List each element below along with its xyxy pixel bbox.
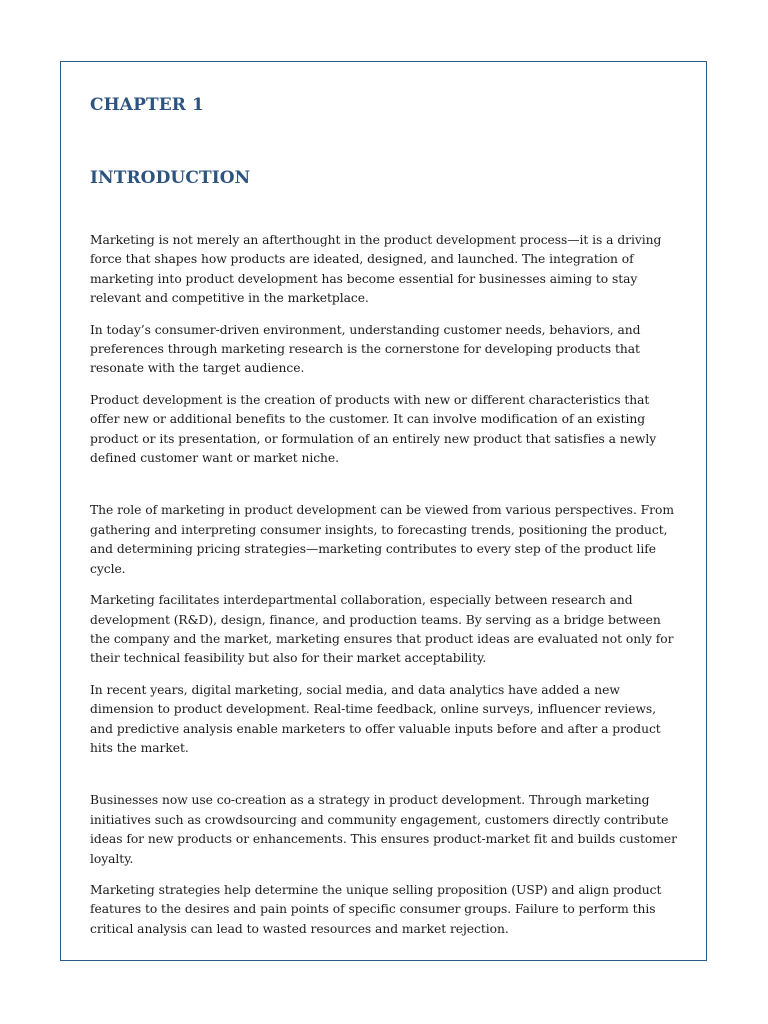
section-heading: INTRODUCTION xyxy=(90,168,251,188)
paragraph-7: Businesses now use co-creation as a strategy in product development. Through marketing initiatives such as crowdsourcing and community engagement, customers directly contribute ideas for new products or enhancements. This ensures product-market fit and builds customer loyalty. xyxy=(90,793,677,866)
paragraph-3: Product development is the creation of products with new or different characteristics that offer new or additional benefits to the customer. It can involve modification of an existing product or its presentation, or formulation of an entirely new product that satisfies a newly defined customer want or market niche. xyxy=(90,392,657,466)
paragraph-2: In today’s consumer-driven environment, understanding customer needs, behaviors, and preferences through marketing research is the cornerstone for developing products that resonate with the target audience. xyxy=(90,322,641,376)
paragraph-4: The role of marketing in product development can be viewed from various perspectives. From gathering and interpreting consumer insights, to forecasting trends, positioning the product, and determining pricing strategies—marketing contributes to every step of the product life cycle. xyxy=(90,503,674,576)
paragraph-6: In recent years, digital marketing, social media, and data analytics have added a new dimension to product development. Real-time feedback, online surveys, influencer reviews, and predictive analysis enable marketers to offer valuable inputs before and after a product hits the market. xyxy=(90,682,661,755)
document-content xyxy=(90,92,680,951)
paragraph-8: Marketing strategies help determine the unique selling proposition (USP) and align product features to the desires and pain points of specific consumer groups. Failure to perform this critical analysis can lead to wasted resources and market rejection. xyxy=(90,882,662,936)
body-paragraphs xyxy=(90,231,680,939)
chapter-heading: CHAPTER 1 xyxy=(90,95,204,115)
paragraph-5: Marketing facilitates interdepartmental collaboration, especially between research and development (R&D), design, finance, and production teams. By serving as a bridge between the company and the market, marketing ensures that product ideas are evaluated not only for their technical feasibility but also for their market acceptability. xyxy=(90,593,674,666)
paragraph-1: Marketing is not merely an afterthought in the product development process—it is a driving force that shapes how products are ideated, designed, and launched. The integration of marketing into product development has become essential for businesses aiming to stay relevant and competitive in the marketplace. xyxy=(90,233,662,306)
